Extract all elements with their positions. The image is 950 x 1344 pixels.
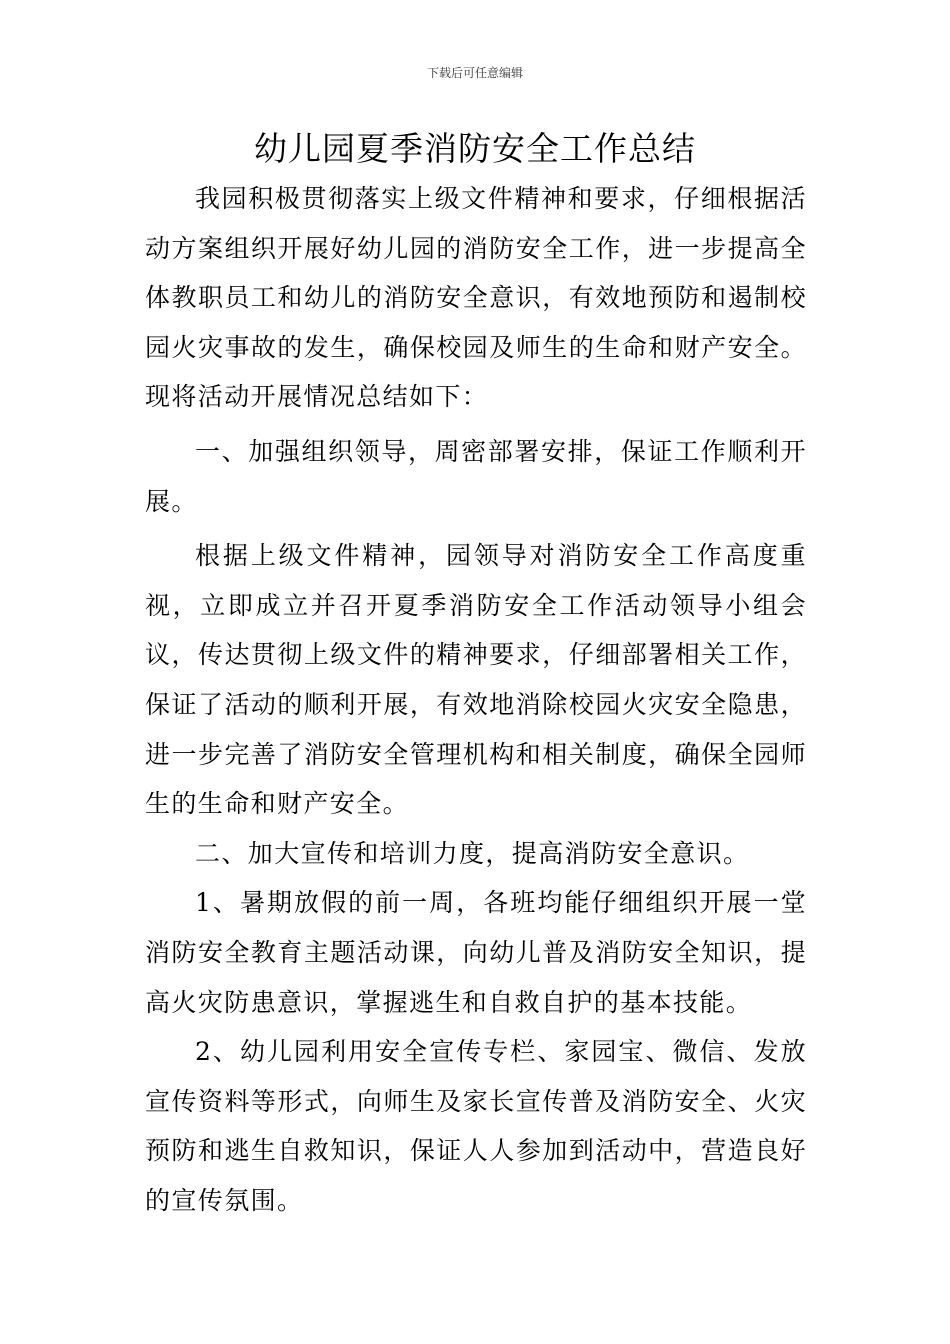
paragraph-item-2: 2、幼儿园利用安全宣传专栏、家园宝、微信、发放宣传资料等形式，向师生及家长宣传普及消防安全、火灾预防和逃生自救知识，保证人人参加到活动中，营造良好的宣传氛围。 — [145, 1037, 807, 1215]
document-body — [145, 174, 807, 1225]
section-heading-1: 一、加强组织领导，周密部署安排，保证工作顺利开展。 — [145, 436, 807, 516]
section-heading-2: 二、加大宣传和培训力度，提高消防安全意识。 — [195, 838, 750, 868]
paragraph-intro: 我园积极贯彻落实上级文件精神和要求，仔细根据活动方案组织开展好幼儿园的消防安全工作，进一步提高全体教职员工和幼儿的消防安全意识，有效地预防和遏制校园火灾事故的发生，确保校园及师生的生命和财产安全。现将活动开展情况总结如下： — [145, 184, 807, 412]
header-note: 下载后可任意编辑 — [426, 66, 523, 80]
paragraph-section-1: 根据上级文件精神，园领导对消防安全工作高度重视，立即成立并召开夏季消防安全工作活动领导小组会议，传达贯彻上级文件的精神要求，仔细部署相关工作，保证了活动的顺利开展，有效地消除校园火灾安全隐患，进一步完善了消防安全管理机构和相关制度，确保全园师生的生命和财产安全。 — [145, 541, 807, 819]
paragraph-item-1: 1、暑期放假的前一周，各班均能仔细组织开展一堂消防安全教育主题活动课，向幼儿普及消防安全知识，提高火灾防患意识，掌握逃生和自救自护的基本技能。 — [145, 888, 807, 1017]
document-title: 幼儿园夏季消防安全工作总结 — [254, 129, 696, 168]
